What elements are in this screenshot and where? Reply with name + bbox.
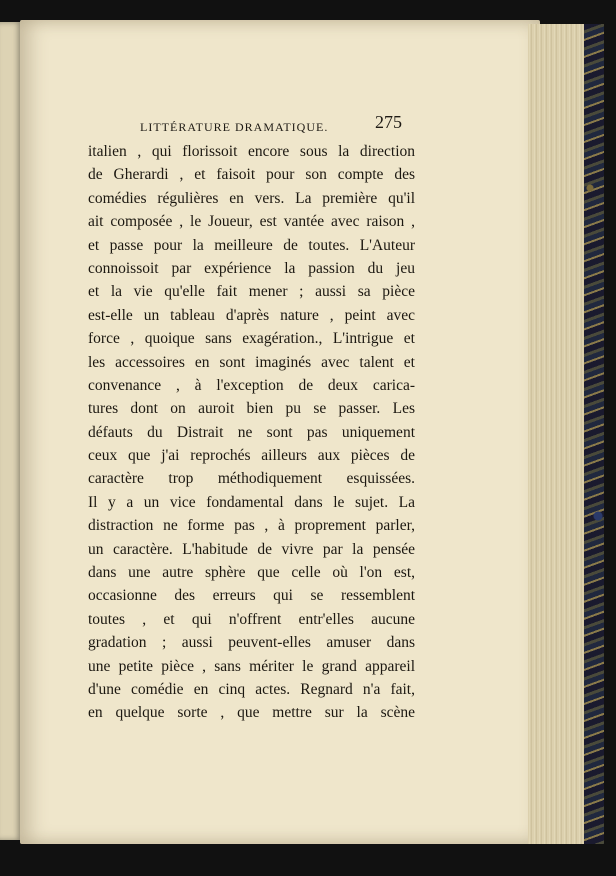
text-line: connoissoit par expérience la passion du jeu [88,259,415,277]
text-line: ait composée , le Joueur, est vantée avec raison , [88,213,415,231]
text-line: comédies régulières en vers. La première qu'il [88,189,415,207]
text-line: de Gherardi , et faisoit pour son compte des [88,166,415,184]
text-line: distraction ne forme pas , à proprement parler, [88,517,415,535]
text-line: est-elle un tableau d'après nature , peint avec [88,306,415,324]
page-header [130,112,420,142]
text-line: en quelque sorte , que mettre sur la scène [88,704,415,722]
text-line: Il y a un vice fondamental dans le sujet. La [88,493,415,511]
text-line: d'une comédie en cinq actes. Regnard n'a fait, [88,680,415,698]
text-line: dans une autre sphère que celle où l'on est, [88,564,415,582]
text-line: gradation ; aussi peuvent-elles amuser dans [88,634,415,652]
text-line: convenance , à l'exception de deux carica- [88,376,415,394]
page-number: 275 [375,112,402,132]
text-line: italien , qui florissoit encore sous la direction [88,143,415,160]
page-edges [528,24,588,844]
text-line: tures dont on auroit bien pu se passer. Les [88,400,415,418]
text-line: les accessoires en sont imaginés avec talent et [88,353,415,371]
text-line: ceux que j'ai reprochés ailleurs aux pièces de [88,447,415,465]
text-line: caractère trop méthodiquement esquissées. [88,470,415,488]
text-line: une petite pièce , sans mériter le grand appareil [88,657,415,675]
body-text [88,140,415,725]
running-head: LITTÉRATURE DRAMATIQUE. [140,120,329,134]
text-line: et la vie qu'elle fait mener ; aussi sa pièce [88,283,415,301]
text-line: occasionne des erreurs qui se ressemblent [88,587,415,605]
text-line: défauts du Distrait ne sont pas uniquement [88,423,415,441]
text-line: et passe pour la meilleure de toutes. L'Auteur [88,236,415,254]
facing-page-edge [0,22,22,840]
marbled-cover-edge [584,24,604,844]
text-line: toutes , et qui n'offrent entr'elles aucune [88,610,415,628]
text-line: force , quoique sans exagération., L'intrigue et [88,330,415,348]
text-line: un caractère. L'habitude de vivre par la pensée [88,540,415,558]
